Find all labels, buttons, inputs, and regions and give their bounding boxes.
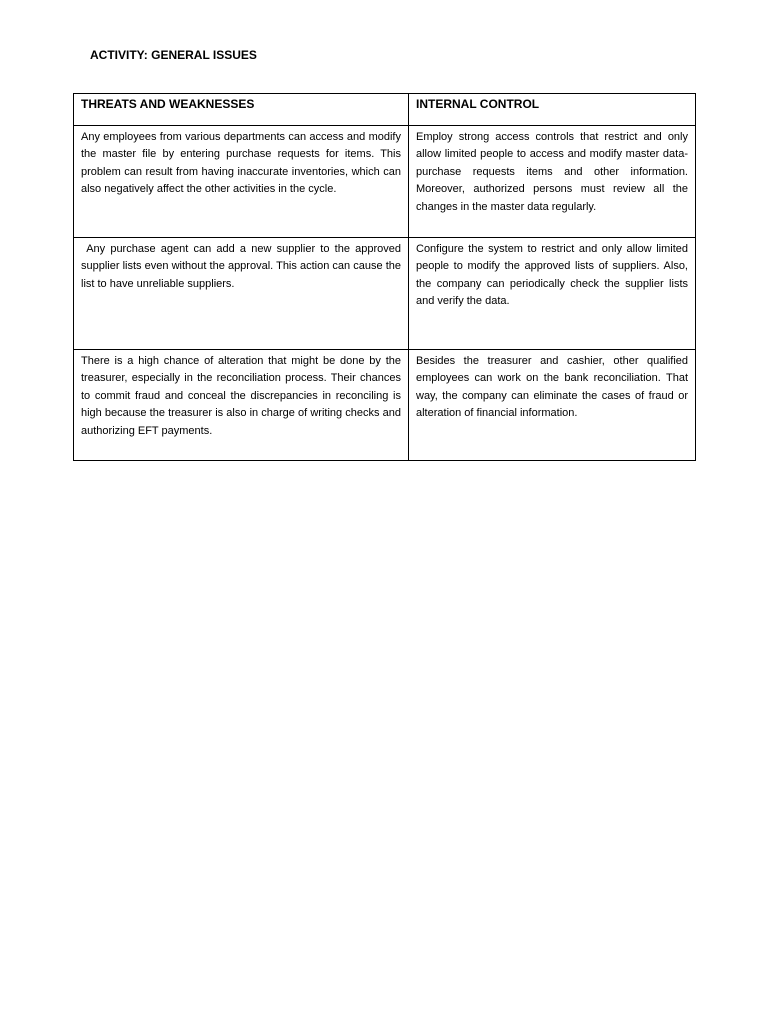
control-cell: Employ strong access controls that restrict and only allow limited people to access and modify master data- purchase requests items and other information. Moreover, authorized persons must review all the changes in the master data regularly. [409,126,696,238]
table-header-row [74,94,696,126]
header-internal-control: INTERNAL CONTROL [409,94,696,126]
page-title: ACTIVITY: GENERAL ISSUES [90,48,257,62]
threat-cell: There is a high chance of alteration that might be done by the treasurer, especially in the reconciliation process. Their chances to commit fraud and conceal the discrepancies in reconciling is high because the treasurer is also in charge of writing checks and authorizing EFT payments. [74,350,409,461]
header-threats-weaknesses: THREATS AND WEAKNESSES [74,94,409,126]
control-cell: Configure the system to restrict and only allow limited people to modify the approved lists of suppliers. Also, the company can periodically check the supplier lists and verify the data. [409,238,696,350]
threat-cell: Any purchase agent can add a new supplier to the approved supplier lists even without the approval. This action can cause the list to have unreliable suppliers. [74,238,409,350]
control-cell: Besides the treasurer and cashier, other qualified employees can work on the bank reconciliation. That way, the company can eliminate the cases of fraud or alteration of financial information. [409,350,696,461]
table-row [74,126,696,238]
table-row [74,350,696,461]
threat-cell: Any employees from various departments can access and modify the master file by entering purchase requests for items. This problem can result from having inaccurate inventories, which can also negatively affect the other activities in the cycle. [74,126,409,238]
issues-table [73,93,696,461]
table-row [74,238,696,350]
